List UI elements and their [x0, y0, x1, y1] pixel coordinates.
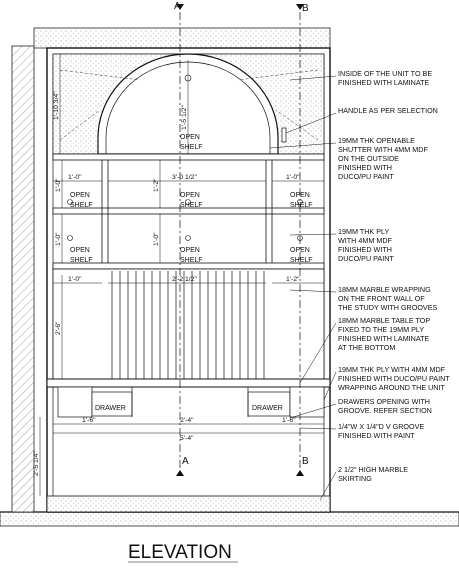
annotation-note-line: 1/4"W X 1/4"D V GROOVE — [338, 422, 425, 431]
annotation-note-line: HANDLE AS PER SELECTION — [338, 106, 438, 115]
ceiling-slab — [34, 28, 330, 48]
shelf-label-r2c-2: SHELF — [180, 202, 203, 209]
shelf-label-arch-2: SHELF — [180, 144, 203, 151]
dim-row4-right-w: 1'-2" — [286, 276, 300, 283]
dim-row3-left-h: 1'-0" — [55, 232, 62, 246]
drawing-title: ELEVATION — [128, 542, 232, 563]
annotation-note-line: FIXED TO THE 19MM PLY — [338, 325, 425, 334]
annotation-note-line: FINISHED WITH PAINT — [338, 431, 415, 440]
annotation-note — [338, 465, 408, 483]
annotation-note — [338, 397, 432, 415]
annotation-note-line: FINISHED WITH — [338, 163, 392, 172]
annotation-note-line: FINISHED WITH LAMINATE — [338, 78, 430, 87]
marble-study-panel — [53, 269, 324, 379]
annotation-note-line: AT THE BOTTOM — [338, 343, 396, 352]
dim-drawer-left-w: 1'-6" — [82, 417, 96, 424]
shelf-label-r3l-1: OPEN — [70, 247, 90, 254]
shelf-label-arch-1: OPEN — [180, 134, 200, 141]
drawer-label-left: DRAWER — [95, 405, 126, 412]
dim-row2-left-w: 1'-0" — [68, 174, 82, 181]
dim-row4-left-w: 1'-0" — [68, 276, 82, 283]
annotation-note-line: FINISHED WITH DUCO/PU PAINT — [338, 374, 450, 383]
marble-table-top — [47, 379, 330, 387]
dim-row3-center-h: 1'-0" — [153, 232, 160, 246]
annotation-note-line: 19MM THK PLY — [338, 227, 390, 236]
dim-study-height: 2'-6" — [55, 321, 62, 335]
annotation-note-line: ON THE OUTSIDE — [338, 154, 399, 163]
annotation-note-line: DUCO/PU PAINT — [338, 172, 394, 181]
annotation-note — [338, 365, 450, 392]
section-marker-b-bottom: B — [302, 456, 309, 467]
shelf-label-r2l-2: SHELF — [70, 202, 93, 209]
annotation-note-line: WRAPPING AROUND THE UNIT — [338, 383, 445, 392]
dim-drawer-mid-w: 2'-4" — [180, 417, 194, 424]
annotation-note-line: 2 1/2" HIGH MARBLE — [338, 465, 409, 474]
dim-row4-center-w: 2'-2 1/2" — [172, 276, 197, 283]
ground-line — [0, 512, 459, 526]
section-marker-a-top: A — [174, 1, 181, 12]
annotation-note — [338, 285, 438, 312]
annotation-notes — [338, 69, 450, 483]
drawer-zone — [58, 387, 324, 417]
shelf-label-r3l-2: SHELF — [70, 257, 93, 264]
shelf-label-r2r-2: SHELF — [290, 202, 313, 209]
dim-row2-left-h: 1'-0" — [55, 178, 62, 192]
annotation-note-line: SKIRTING — [338, 474, 372, 483]
shelf-label-r2c-1: OPEN — [180, 192, 200, 199]
annotation-note-line: WITH 4MM MDF — [338, 236, 392, 245]
annotation-note-line: 18MM MARBLE TABLE TOP — [338, 316, 431, 325]
annotation-note — [338, 106, 438, 115]
annotation-note-line: THE STUDY WITH GROOVES — [338, 303, 438, 312]
annotation-note — [338, 316, 430, 352]
dim-overall-width: 5'-4" — [180, 435, 194, 442]
section-marker-a-bottom: A — [182, 456, 189, 467]
dim-arch-height-left: 1'-10 3/4" — [53, 91, 60, 120]
section-marker-b-top: B — [302, 3, 309, 14]
shelf-label-r3r-2: SHELF — [290, 257, 313, 264]
drawer-label-right: DRAWER — [252, 405, 283, 412]
annotation-note-line: 18MM MARBLE WRAPPING — [338, 285, 431, 294]
annotation-note-line: INSIDE OF THE UNIT TO BE — [338, 69, 433, 78]
marble-skirting — [47, 496, 330, 512]
annotation-note — [338, 422, 424, 440]
dim-row2-center-h: 1'-2" — [153, 178, 160, 192]
shelf-label-r3r-1: OPEN — [290, 247, 310, 254]
annotation-note-line: FINISHED WITH LAMINATE — [338, 334, 430, 343]
annotation-note-line: FINISHED WITH — [338, 245, 392, 254]
dim-arch-height-center: 1'-5 1/2" — [181, 105, 188, 130]
dim-row2-right-w: 1'-0" — [286, 174, 300, 181]
annotation-note-line: 19MM THK OPENABLE — [338, 136, 415, 145]
annotation-note-line: GROOVE. REFER SECTION — [338, 406, 432, 415]
annotation-note-line: DRAWERS OPENING WITH — [338, 397, 430, 406]
side-wall — [12, 46, 34, 512]
annotation-note-line: DUCO/PU PAINT — [338, 254, 394, 263]
shelf-label-r2r-1: OPEN — [290, 192, 310, 199]
annotation-note-line: ON THE FRONT WALL OF — [338, 294, 425, 303]
shelf-label-r2l-1: OPEN — [70, 192, 90, 199]
dim-base-height: 2'-5 1/4" — [33, 451, 40, 476]
annotation-note-line: SHUTTER WITH 4MM MDF — [338, 145, 428, 154]
shelf-label-r3c-1: OPEN — [180, 247, 200, 254]
annotation-note — [338, 227, 394, 263]
annotation-note — [338, 136, 428, 181]
dim-row2-center-w: 3'-0 1/2" — [172, 174, 197, 181]
shelf-label-r3c-2: SHELF — [180, 257, 203, 264]
dim-drawer-right-w: 1'-6" — [282, 417, 296, 424]
annotation-note-line: 19MM THK PLY WITH 4MM MDF — [338, 365, 446, 374]
annotation-note — [338, 69, 432, 87]
